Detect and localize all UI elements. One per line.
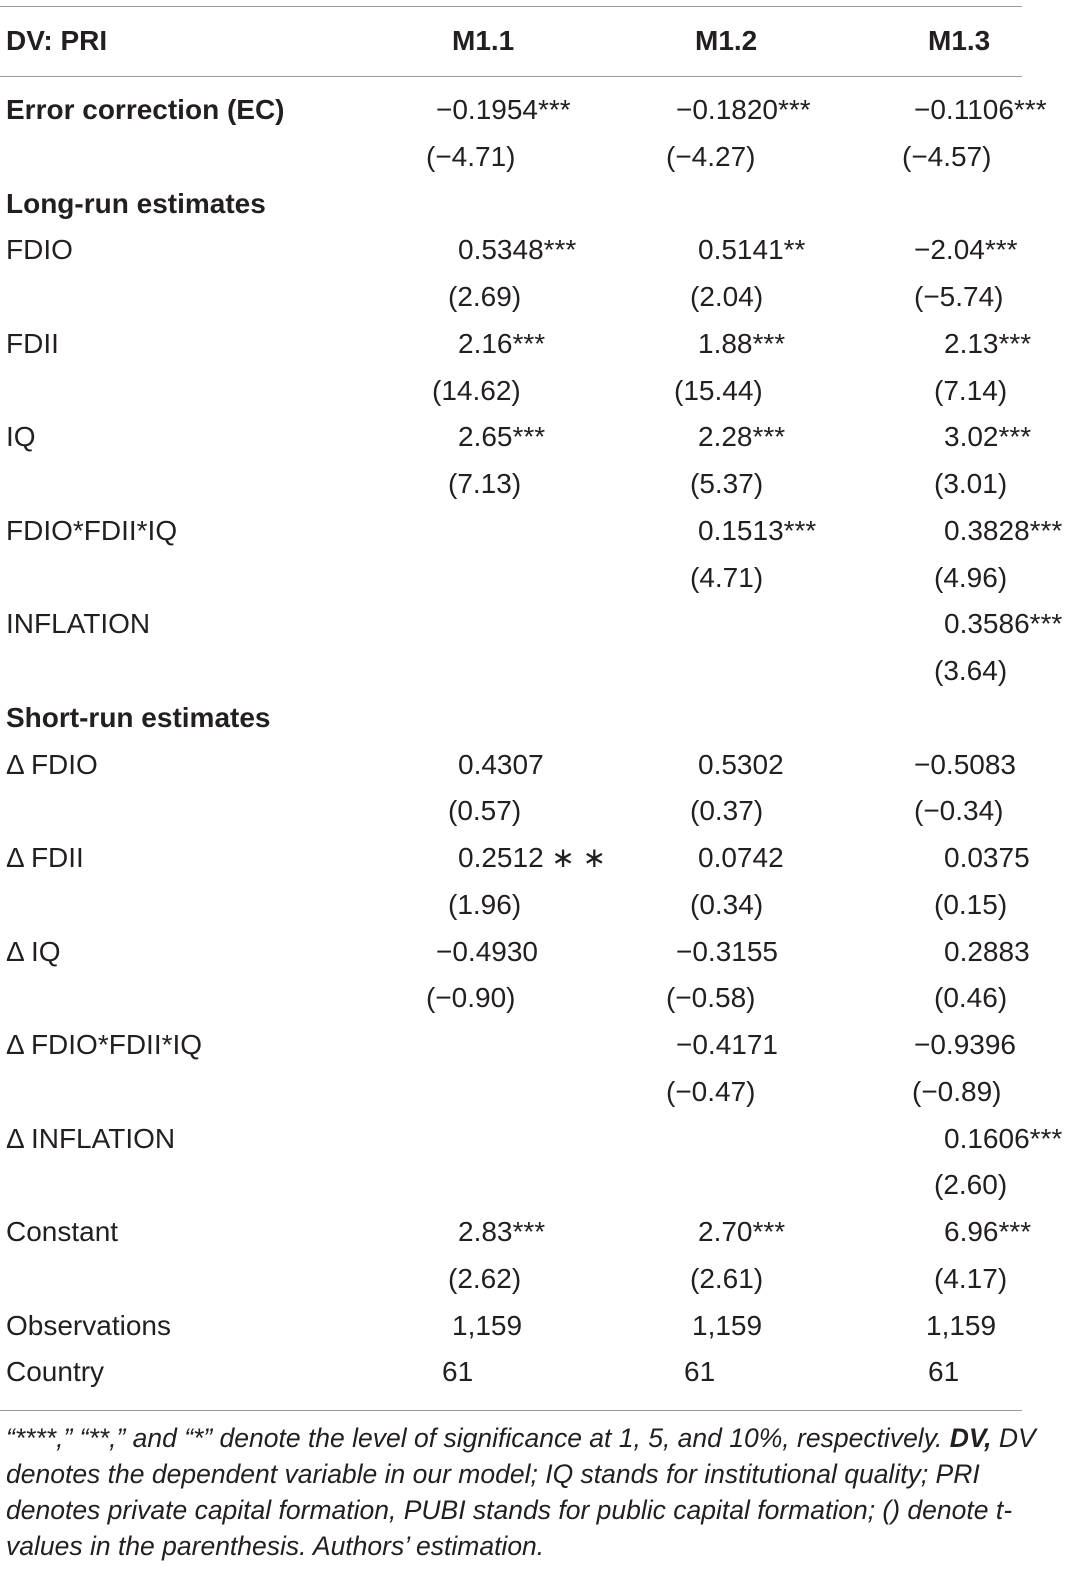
table-cell-m1-1: 2.65*** <box>458 421 546 452</box>
table-cell-m1-3: 0.0375 <box>944 842 1030 873</box>
table-cell-m1-1: 2.83*** <box>458 1216 546 1247</box>
table-cell-m1-3: 3.02*** <box>944 421 1032 452</box>
section-heading: Short-run estimates <box>6 702 271 733</box>
table-cell-m1-2: (5.37) <box>690 468 764 499</box>
row-label: Δ FDII <box>6 842 84 873</box>
table-cell-m1-2: 0.5302 <box>698 749 784 780</box>
table-bottom-rule <box>0 1410 1022 1411</box>
table-cell-m1-3: −0.9396 <box>914 1029 1016 1060</box>
table-cell-m1-3: (−4.57) <box>902 141 992 172</box>
footnote-text-1: “****,” “**,” and “*” denote the level of significance at 1, 5, and 10%, respectively. <box>6 1423 950 1453</box>
table-cell-m1-1: (2.62) <box>448 1263 522 1294</box>
table-cell-m1-3: 0.1606*** <box>944 1123 1063 1154</box>
table-cell-m1-1: (2.69) <box>448 281 522 312</box>
table-cell-m1-2: −0.4171 <box>676 1029 778 1060</box>
table-cell-m1-1: −0.1954*** <box>436 94 571 125</box>
table-cell-m1-1: (1.96) <box>448 889 522 920</box>
table-cell-m1-3: (3.64) <box>934 655 1008 686</box>
row-label: FDII <box>6 328 59 359</box>
table-cell-m1-3: (3.01) <box>934 468 1008 499</box>
table-cell-m1-2: (−0.58) <box>666 982 756 1013</box>
table-cell-m1-3: (−5.74) <box>914 281 1004 312</box>
row-label: Observations <box>6 1310 171 1341</box>
table-cell-m1-3: 61 <box>928 1356 960 1387</box>
header-dv: DV: PRI <box>6 25 108 56</box>
table-cell-m1-3: 0.3586*** <box>944 608 1063 639</box>
row-label: Δ IQ <box>6 936 61 967</box>
table-cell-m1-3: −2.04*** <box>914 234 1018 265</box>
footnote-text-2: DV denotes the dependent variable in our model; IQ stands for institutional quality; PRI denotes private capital formation, PUBI stands for public capital formation; () denote t-values in the parenthesis. Authors’ estimation. <box>6 1423 1036 1561</box>
table-cell-m1-2: (−4.27) <box>666 141 756 172</box>
row-label: Δ INFLATION <box>6 1123 176 1154</box>
table-cell-m1-1: (−4.71) <box>426 141 516 172</box>
table-top-rule <box>0 6 1022 7</box>
table-cell-m1-2: 61 <box>684 1356 716 1387</box>
table-cell-m1-3: (0.15) <box>934 889 1008 920</box>
section-heading: Error correction (EC) <box>6 94 285 125</box>
table-cell-m1-2: 0.0742 <box>698 842 784 873</box>
table-cell-m1-2: (2.61) <box>690 1263 764 1294</box>
table-cell-m1-3: (4.17) <box>934 1263 1008 1294</box>
table-cell-m1-3: 0.3828*** <box>944 515 1063 546</box>
table-cell-m1-3: 6.96*** <box>944 1216 1032 1247</box>
table-cell-m1-2: (2.04) <box>690 281 764 312</box>
table-cell-m1-1: 0.4307 <box>458 749 544 780</box>
header-col-m1-1: M1.1 <box>452 25 515 56</box>
table-cell-m1-3: (7.14) <box>934 375 1008 406</box>
row-label: Δ FDIO <box>6 749 98 780</box>
header-col-m1-2: M1.2 <box>695 25 758 56</box>
section-heading: Long-run estimates <box>6 188 266 219</box>
table-cell-m1-3: 2.13*** <box>944 328 1032 359</box>
table-cell-m1-1: (7.13) <box>448 468 522 499</box>
table-cell-m1-1: 0.2512 ∗ ∗ <box>458 842 607 873</box>
table-cell-m1-1: (−0.90) <box>426 982 516 1013</box>
table-cell-m1-1: 2.16*** <box>458 328 546 359</box>
row-label: INFLATION <box>6 608 151 639</box>
footnote-bold: DV, <box>949 1423 992 1453</box>
table-cell-m1-2: 0.5141** <box>698 234 806 265</box>
table-cell-m1-1: (0.57) <box>448 795 522 826</box>
table-cell-m1-3: (4.96) <box>934 562 1008 593</box>
table-cell-m1-3: (−0.34) <box>914 795 1004 826</box>
table-cell-m1-2: (0.34) <box>690 889 764 920</box>
row-label: Country <box>6 1356 105 1387</box>
table-footnote <box>6 1420 1066 1564</box>
table-cell-m1-3: (2.60) <box>934 1169 1008 1200</box>
table-cell-m1-2: (−0.47) <box>666 1076 756 1107</box>
table-cell-m1-1: (14.62) <box>432 375 521 406</box>
row-label: FDIO*FDII*IQ <box>6 515 178 546</box>
row-label: Δ FDIO*FDII*IQ <box>6 1029 203 1060</box>
table-cell-m1-2: (4.71) <box>690 562 764 593</box>
table-cell-m1-3: 0.2883 <box>944 936 1030 967</box>
table-cell-m1-3: −0.1106*** <box>914 94 1047 125</box>
table-header-rule <box>0 76 1022 77</box>
table-cell-m1-2: 1,159 <box>692 1310 763 1341</box>
table-cell-m1-3: (0.46) <box>934 982 1008 1013</box>
table-cell-m1-2: 1.88*** <box>698 328 786 359</box>
table-cell-m1-3: (−0.89) <box>912 1076 1002 1107</box>
table-cell-m1-1: 0.5348*** <box>458 234 577 265</box>
table-cell-m1-3: 1,159 <box>926 1310 997 1341</box>
table-cell-m1-1: −0.4930 <box>436 936 538 967</box>
table-cell-m1-2: −0.1820*** <box>676 94 811 125</box>
table-cell-m1-1: 1,159 <box>452 1310 523 1341</box>
table-cell-m1-1: 61 <box>442 1356 474 1387</box>
row-label: IQ <box>6 421 36 452</box>
table-cell-m1-2: (0.37) <box>690 795 764 826</box>
row-label: Constant <box>6 1216 119 1247</box>
table-cell-m1-2: (15.44) <box>674 375 763 406</box>
table-cell-m1-2: 2.28*** <box>698 421 786 452</box>
row-label: FDIO <box>6 234 73 265</box>
table-cell-m1-2: 0.1513*** <box>698 515 817 546</box>
table-cell-m1-2: 2.70*** <box>698 1216 786 1247</box>
table-cell-m1-3: −0.5083 <box>914 749 1016 780</box>
header-col-m1-3: M1.3 <box>928 25 991 56</box>
table-cell-m1-2: −0.3155 <box>676 936 778 967</box>
